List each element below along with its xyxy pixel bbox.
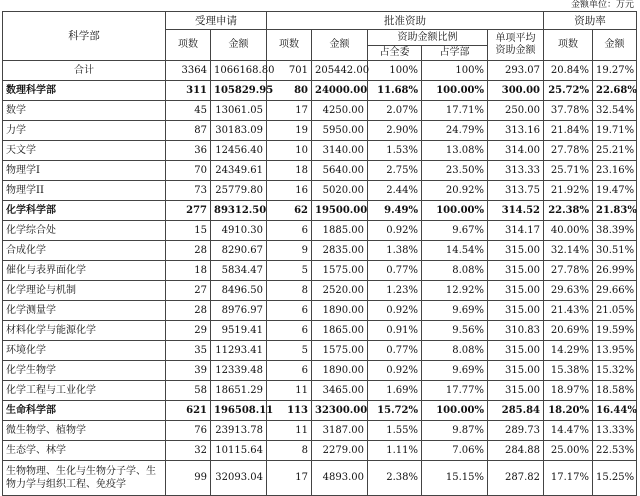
cell-a-amount: 24349.61 bbox=[211, 161, 267, 181]
cell-a-count: 27 bbox=[166, 281, 211, 301]
row-label: 化学综合处 bbox=[3, 221, 166, 241]
cell-a-amount: 105829.95 bbox=[211, 81, 267, 101]
cell-a-amount: 18651.29 bbox=[211, 381, 267, 401]
cell-r-amount: 22.68% bbox=[593, 81, 637, 101]
cell-p-dept: 100% bbox=[422, 61, 488, 81]
cell-r-amount: 22.53% bbox=[593, 441, 637, 461]
cell-g-count: 5 bbox=[267, 341, 312, 361]
cell-p-all: 1.23% bbox=[368, 281, 422, 301]
cell-r-count: 15.38% bbox=[544, 361, 593, 381]
cell-r-count: 25.71% bbox=[544, 161, 593, 181]
cell-r-count: 37.78% bbox=[544, 101, 593, 121]
header-dept: 科学部 bbox=[3, 12, 166, 61]
cell-p-dept: 23.50% bbox=[422, 161, 488, 181]
cell-p-dept: 100.00% bbox=[422, 81, 488, 101]
header-rate-amount: 金额 bbox=[593, 30, 637, 61]
cell-p-all: 0.92% bbox=[368, 221, 422, 241]
cell-g-amount: 205442.00 bbox=[312, 61, 368, 81]
table-row bbox=[3, 101, 637, 121]
cell-a-count: 45 bbox=[166, 101, 211, 121]
cell-g-amount: 5950.00 bbox=[312, 121, 368, 141]
cell-avg: 315.00 bbox=[488, 241, 544, 261]
row-label: 物理学I bbox=[3, 161, 166, 181]
cell-a-amount: 8496.50 bbox=[211, 281, 267, 301]
cell-avg: 313.75 bbox=[488, 181, 544, 201]
cell-p-all: 0.91% bbox=[368, 321, 422, 341]
cell-g-count: 19 bbox=[267, 121, 312, 141]
funding-table bbox=[2, 11, 637, 496]
cell-r-amount: 23.16% bbox=[593, 161, 637, 181]
cell-p-dept: 17.71% bbox=[422, 101, 488, 121]
cell-g-count: 701 bbox=[267, 61, 312, 81]
cell-a-count: 76 bbox=[166, 421, 211, 441]
row-label: 材料化学与能源化学 bbox=[3, 321, 166, 341]
cell-p-dept: 7.06% bbox=[422, 441, 488, 461]
row-label: 生物物理、生化与生物分子学、生物力学与组织工程、免疫学 bbox=[3, 461, 166, 496]
cell-p-all: 2.75% bbox=[368, 161, 422, 181]
table-row bbox=[3, 221, 637, 241]
cell-r-amount: 26.99% bbox=[593, 261, 637, 281]
cell-r-count: 18.97% bbox=[544, 381, 593, 401]
cell-g-count: 113 bbox=[267, 401, 312, 421]
row-label: 数理科学部 bbox=[3, 81, 166, 101]
cell-p-all: 1.53% bbox=[368, 141, 422, 161]
cell-r-count: 20.84% bbox=[544, 61, 593, 81]
table-row bbox=[3, 141, 637, 161]
cell-a-amount: 30183.09 bbox=[211, 121, 267, 141]
cell-g-amount: 2835.00 bbox=[312, 241, 368, 261]
cell-a-amount: 11293.41 bbox=[211, 341, 267, 361]
cell-p-all: 100% bbox=[368, 61, 422, 81]
cell-p-dept: 9.87% bbox=[422, 421, 488, 441]
cell-a-count: 3364 bbox=[166, 61, 211, 81]
cell-g-amount: 4250.00 bbox=[312, 101, 368, 121]
table-row bbox=[3, 181, 637, 201]
row-label: 力学 bbox=[3, 121, 166, 141]
cell-avg: 285.84 bbox=[488, 401, 544, 421]
cell-a-amount: 8290.67 bbox=[211, 241, 267, 261]
cell-g-amount: 3187.00 bbox=[312, 421, 368, 441]
header-share-committee: 占全委 bbox=[368, 46, 422, 61]
cell-g-amount: 1890.00 bbox=[312, 361, 368, 381]
cell-r-count: 21.84% bbox=[544, 121, 593, 141]
table-row bbox=[3, 461, 637, 496]
cell-a-amount: 10115.64 bbox=[211, 441, 267, 461]
cell-a-amount: 32093.04 bbox=[211, 461, 267, 496]
cell-avg: 315.00 bbox=[488, 261, 544, 281]
cell-a-count: 28 bbox=[166, 301, 211, 321]
cell-a-count: 29 bbox=[166, 321, 211, 341]
cell-g-amount: 5020.00 bbox=[312, 181, 368, 201]
cell-p-dept: 15.15% bbox=[422, 461, 488, 496]
cell-g-count: 8 bbox=[267, 281, 312, 301]
cell-g-count: 18 bbox=[267, 161, 312, 181]
cell-g-amount: 4893.00 bbox=[312, 461, 368, 496]
table-row bbox=[3, 81, 637, 101]
cell-avg: 300.00 bbox=[488, 81, 544, 101]
table-row bbox=[3, 341, 637, 361]
cell-avg: 313.16 bbox=[488, 121, 544, 141]
cell-a-amount: 4910.30 bbox=[211, 221, 267, 241]
cell-r-count: 25.72% bbox=[544, 81, 593, 101]
cell-a-amount: 1066168.80 bbox=[211, 61, 267, 81]
cell-g-amount: 2279.00 bbox=[312, 441, 368, 461]
header-approved: 批准资助 bbox=[267, 12, 544, 30]
cell-g-amount: 1885.00 bbox=[312, 221, 368, 241]
cell-g-amount: 3140.00 bbox=[312, 141, 368, 161]
cell-p-all: 0.77% bbox=[368, 341, 422, 361]
cell-a-count: 36 bbox=[166, 141, 211, 161]
cell-a-amount: 23913.78 bbox=[211, 421, 267, 441]
cell-p-dept: 9.69% bbox=[422, 301, 488, 321]
cell-avg: 314.17 bbox=[488, 221, 544, 241]
cell-a-amount: 8976.97 bbox=[211, 301, 267, 321]
row-label: 催化与表界面化学 bbox=[3, 261, 166, 281]
cell-r-amount: 13.95% bbox=[593, 341, 637, 361]
row-label: 化学理论与机制 bbox=[3, 281, 166, 301]
header-approved-count: 项数 bbox=[267, 30, 312, 61]
header-approved-amount: 金额 bbox=[312, 30, 368, 61]
header-applied-count: 项数 bbox=[166, 30, 211, 61]
cell-r-amount: 25.21% bbox=[593, 141, 637, 161]
cell-r-count: 20.69% bbox=[544, 321, 593, 341]
cell-g-amount: 3465.00 bbox=[312, 381, 368, 401]
cell-p-all: 2.38% bbox=[368, 461, 422, 496]
cell-p-all: 0.92% bbox=[368, 301, 422, 321]
cell-g-amount: 32300.00 bbox=[312, 401, 368, 421]
table-row bbox=[3, 61, 637, 81]
header-applied: 受理申请 bbox=[166, 12, 267, 30]
cell-p-dept: 24.79% bbox=[422, 121, 488, 141]
header-avg: 单项平均资助金额 bbox=[488, 30, 544, 61]
cell-p-dept: 13.08% bbox=[422, 141, 488, 161]
cell-avg: 315.00 bbox=[488, 361, 544, 381]
cell-p-dept: 9.69% bbox=[422, 361, 488, 381]
header-applied-amount: 金额 bbox=[211, 30, 267, 61]
cell-r-count: 27.78% bbox=[544, 141, 593, 161]
row-label: 环境化学 bbox=[3, 341, 166, 361]
cell-r-count: 14.29% bbox=[544, 341, 593, 361]
cell-p-dept: 8.08% bbox=[422, 341, 488, 361]
cell-avg: 289.73 bbox=[488, 421, 544, 441]
cell-r-amount: 29.66% bbox=[593, 281, 637, 301]
header-share-dept: 占学部 bbox=[422, 46, 488, 61]
cell-avg: 287.82 bbox=[488, 461, 544, 496]
cell-a-count: 15 bbox=[166, 221, 211, 241]
cell-p-all: 2.90% bbox=[368, 121, 422, 141]
table-row bbox=[3, 281, 637, 301]
row-label: 合计 bbox=[3, 61, 166, 81]
cell-avg: 284.88 bbox=[488, 441, 544, 461]
cell-a-count: 39 bbox=[166, 361, 211, 381]
cell-g-count: 11 bbox=[267, 421, 312, 441]
cell-a-count: 28 bbox=[166, 241, 211, 261]
cell-a-amount: 12456.40 bbox=[211, 141, 267, 161]
cell-p-all: 0.92% bbox=[368, 361, 422, 381]
cell-g-count: 8 bbox=[267, 441, 312, 461]
cell-r-amount: 21.05% bbox=[593, 301, 637, 321]
cell-a-count: 73 bbox=[166, 181, 211, 201]
cell-g-amount: 19500.00 bbox=[312, 201, 368, 221]
cell-p-all: 9.49% bbox=[368, 201, 422, 221]
cell-g-count: 6 bbox=[267, 301, 312, 321]
header-rate-count: 项数 bbox=[544, 30, 593, 61]
cell-p-all: 2.07% bbox=[368, 101, 422, 121]
cell-g-amount: 1575.00 bbox=[312, 261, 368, 281]
cell-avg: 315.00 bbox=[488, 281, 544, 301]
cell-avg: 314.00 bbox=[488, 141, 544, 161]
cell-g-count: 80 bbox=[267, 81, 312, 101]
cell-r-amount: 38.39% bbox=[593, 221, 637, 241]
cell-p-dept: 14.54% bbox=[422, 241, 488, 261]
cell-g-count: 6 bbox=[267, 361, 312, 381]
cell-p-dept: 100.00% bbox=[422, 201, 488, 221]
cell-a-amount: 5834.47 bbox=[211, 261, 267, 281]
cell-p-dept: 9.67% bbox=[422, 221, 488, 241]
cell-r-amount: 13.33% bbox=[593, 421, 637, 441]
cell-a-amount: 25779.80 bbox=[211, 181, 267, 201]
cell-avg: 314.52 bbox=[488, 201, 544, 221]
table-row bbox=[3, 321, 637, 341]
cell-r-amount: 15.32% bbox=[593, 361, 637, 381]
cell-p-dept: 20.92% bbox=[422, 181, 488, 201]
cell-r-amount: 19.59% bbox=[593, 321, 637, 341]
cell-g-amount: 2520.00 bbox=[312, 281, 368, 301]
table-row bbox=[3, 301, 637, 321]
unit-note: 金额单位：万元 bbox=[570, 0, 634, 10]
cell-r-count: 29.63% bbox=[544, 281, 593, 301]
cell-g-count: 17 bbox=[267, 101, 312, 121]
cell-g-count: 9 bbox=[267, 241, 312, 261]
cell-g-count: 10 bbox=[267, 141, 312, 161]
cell-a-count: 18 bbox=[166, 261, 211, 281]
cell-g-count: 62 bbox=[267, 201, 312, 221]
header-ratio: 资助金额比例 bbox=[368, 30, 488, 46]
header-rate: 资助率 bbox=[544, 12, 637, 30]
row-label: 生命科学部 bbox=[3, 401, 166, 421]
cell-g-amount: 1575.00 bbox=[312, 341, 368, 361]
row-label: 化学生物学 bbox=[3, 361, 166, 381]
table-row bbox=[3, 381, 637, 401]
cell-g-count: 11 bbox=[267, 381, 312, 401]
cell-p-all: 1.38% bbox=[368, 241, 422, 261]
cell-r-count: 18.20% bbox=[544, 401, 593, 421]
table-row bbox=[3, 241, 637, 261]
cell-r-amount: 21.83% bbox=[593, 201, 637, 221]
cell-a-count: 58 bbox=[166, 381, 211, 401]
cell-a-amount: 89312.50 bbox=[211, 201, 267, 221]
table-row bbox=[3, 261, 637, 281]
cell-g-count: 6 bbox=[267, 321, 312, 341]
cell-avg: 250.00 bbox=[488, 101, 544, 121]
cell-p-all: 15.72% bbox=[368, 401, 422, 421]
cell-g-amount: 5640.00 bbox=[312, 161, 368, 181]
cell-g-count: 6 bbox=[267, 221, 312, 241]
row-label: 微生物学、植物学 bbox=[3, 421, 166, 441]
cell-r-count: 27.78% bbox=[544, 261, 593, 281]
cell-g-amount: 1890.00 bbox=[312, 301, 368, 321]
cell-p-dept: 8.08% bbox=[422, 261, 488, 281]
table-row bbox=[3, 121, 637, 141]
row-label: 合成化学 bbox=[3, 241, 166, 261]
cell-a-amount: 13061.05 bbox=[211, 101, 267, 121]
table-row bbox=[3, 421, 637, 441]
table-row bbox=[3, 441, 637, 461]
cell-g-count: 5 bbox=[267, 261, 312, 281]
cell-avg: 310.83 bbox=[488, 321, 544, 341]
row-label: 化学测量学 bbox=[3, 301, 166, 321]
cell-p-dept: 17.77% bbox=[422, 381, 488, 401]
cell-r-count: 17.17% bbox=[544, 461, 593, 496]
cell-a-count: 311 bbox=[166, 81, 211, 101]
cell-r-amount: 15.25% bbox=[593, 461, 637, 496]
table-row bbox=[3, 361, 637, 381]
cell-a-amount: 12339.48 bbox=[211, 361, 267, 381]
cell-r-count: 14.47% bbox=[544, 421, 593, 441]
cell-a-amount: 9519.41 bbox=[211, 321, 267, 341]
cell-g-count: 16 bbox=[267, 181, 312, 201]
cell-r-count: 32.14% bbox=[544, 241, 593, 261]
cell-p-all: 1.11% bbox=[368, 441, 422, 461]
cell-a-count: 32 bbox=[166, 441, 211, 461]
cell-r-count: 21.43% bbox=[544, 301, 593, 321]
table-row bbox=[3, 161, 637, 181]
cell-g-amount: 24000.00 bbox=[312, 81, 368, 101]
table-row bbox=[3, 401, 637, 421]
cell-p-dept: 12.92% bbox=[422, 281, 488, 301]
cell-r-count: 22.38% bbox=[544, 201, 593, 221]
cell-p-all: 0.77% bbox=[368, 261, 422, 281]
cell-r-count: 21.92% bbox=[544, 181, 593, 201]
cell-avg: 293.07 bbox=[488, 61, 544, 81]
cell-avg: 315.00 bbox=[488, 381, 544, 401]
cell-a-amount: 196508.11 bbox=[211, 401, 267, 421]
cell-avg: 315.00 bbox=[488, 301, 544, 321]
cell-a-count: 35 bbox=[166, 341, 211, 361]
cell-r-amount: 18.58% bbox=[593, 381, 637, 401]
cell-p-all: 1.69% bbox=[368, 381, 422, 401]
cell-a-count: 87 bbox=[166, 121, 211, 141]
cell-a-count: 621 bbox=[166, 401, 211, 421]
cell-p-all: 1.55% bbox=[368, 421, 422, 441]
table-row bbox=[3, 201, 637, 221]
cell-g-count: 17 bbox=[267, 461, 312, 496]
cell-p-dept: 9.56% bbox=[422, 321, 488, 341]
cell-p-all: 11.68% bbox=[368, 81, 422, 101]
cell-r-amount: 30.51% bbox=[593, 241, 637, 261]
cell-avg: 313.33 bbox=[488, 161, 544, 181]
row-label: 天文学 bbox=[3, 141, 166, 161]
cell-g-amount: 1865.00 bbox=[312, 321, 368, 341]
cell-r-amount: 19.27% bbox=[593, 61, 637, 81]
cell-a-count: 277 bbox=[166, 201, 211, 221]
cell-avg: 315.00 bbox=[488, 341, 544, 361]
row-label: 化学科学部 bbox=[3, 201, 166, 221]
cell-a-count: 70 bbox=[166, 161, 211, 181]
cell-r-amount: 19.47% bbox=[593, 181, 637, 201]
cell-p-dept: 100.00% bbox=[422, 401, 488, 421]
cell-r-amount: 32.54% bbox=[593, 101, 637, 121]
row-label: 物理学II bbox=[3, 181, 166, 201]
row-label: 化学工程与工业化学 bbox=[3, 381, 166, 401]
cell-r-count: 40.00% bbox=[544, 221, 593, 241]
cell-r-count: 25.00% bbox=[544, 441, 593, 461]
cell-r-amount: 19.71% bbox=[593, 121, 637, 141]
cell-r-amount: 16.44% bbox=[593, 401, 637, 421]
row-label: 数学 bbox=[3, 101, 166, 121]
cell-a-count: 99 bbox=[166, 461, 211, 496]
cell-p-all: 2.44% bbox=[368, 181, 422, 201]
row-label: 生态学、林学 bbox=[3, 441, 166, 461]
